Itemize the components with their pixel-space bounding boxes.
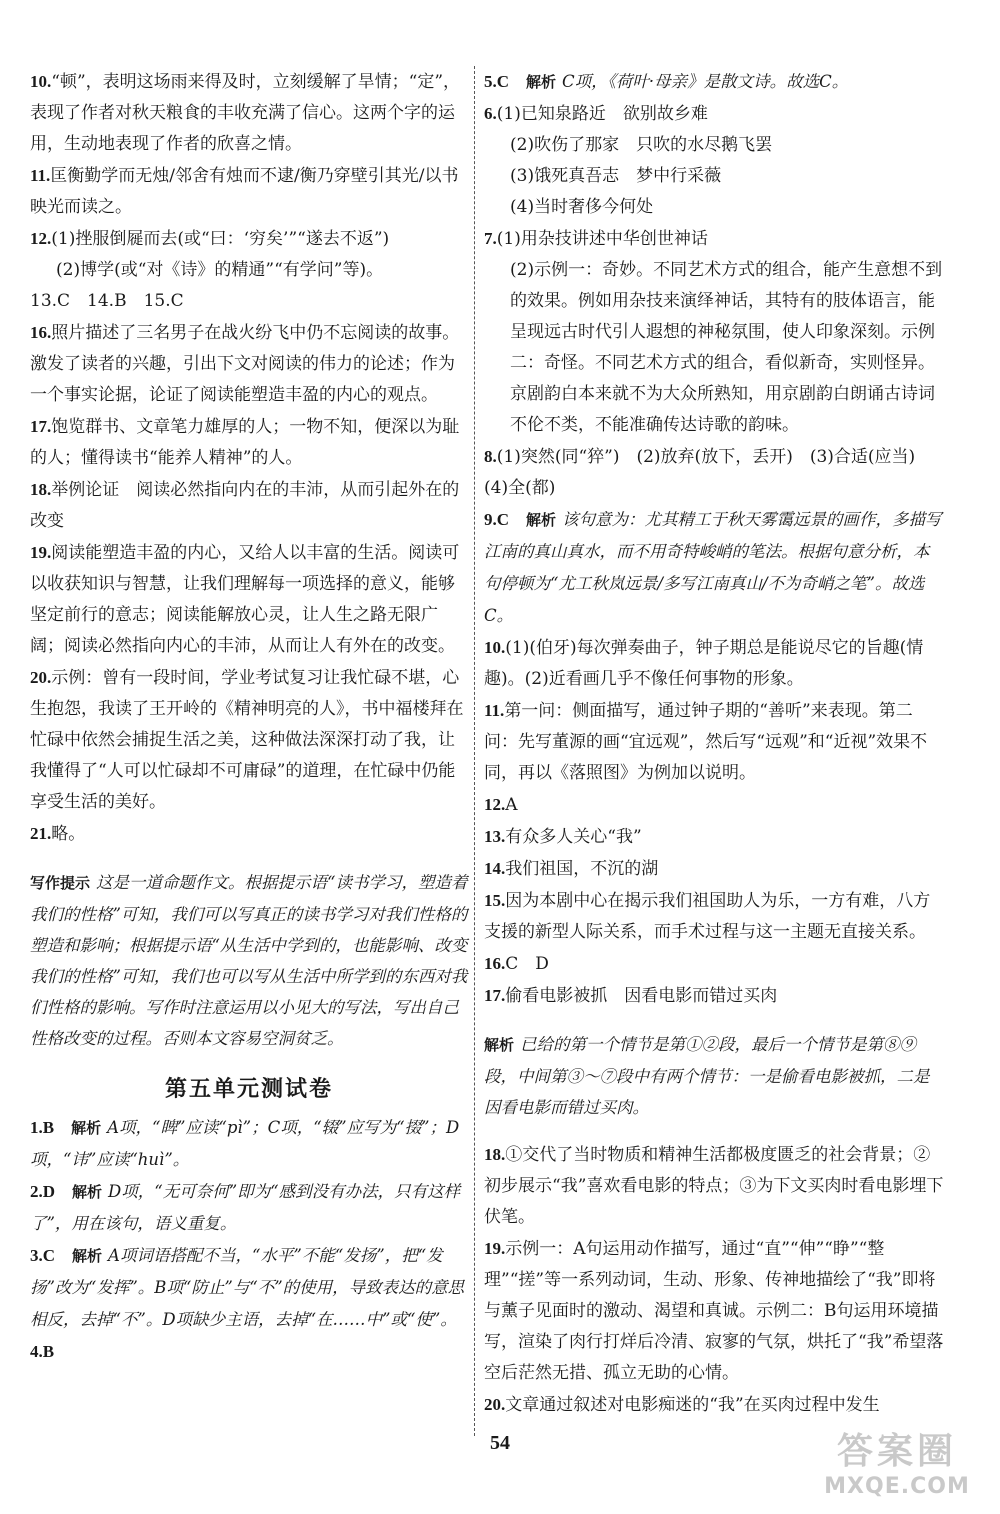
unit5-answer-17: 17.偷看电影被抓 因看电影而错过买肉 — [484, 986, 778, 1006]
unit5-answer-20: 20.文章通过叙述对电影痴迷的“我”在买肉过程中发生 — [484, 1395, 880, 1415]
answer-21: 21.略。 — [30, 824, 86, 844]
answer-18: 18.举例论证 阅读必然指向内在的丰沛，从而引起外在的改变 — [30, 480, 460, 531]
unit5-answer-11: 11.第一问：侧面描写，通过钟子期的“善听”来表现。第二问：先写董源的画“宜远观”，然后写“远观”和“近视”效果不同，再以《落照图》为例加以说明。 — [484, 701, 928, 783]
unit5-answer-6-line2: (2)吹伤了那家 只吹的水尽鹅飞罢 — [510, 135, 773, 155]
unit5-answer-2: 2.D 解析 D项，“无可奈何”即为“感到没有办法，只有这样了”，用在该句，语义重复。 — [30, 1182, 461, 1233]
right-column — [484, 66, 944, 1421]
unit5-answer-15: 15.因为本剧中心在揭示我们祖国助人为乐，一方有难，八方支援的新型人际关系，而手术过程与这一主题无直接关系。 — [484, 891, 931, 942]
answer-12-part1: 12.(1)挫服倒屣而去(或“曰：‘穷矣’”“遂去不返”) — [30, 229, 390, 249]
unit5-answer-7-part1: 7.(1)用杂技讲述中华创世神话 — [484, 229, 708, 249]
watermark-url: MXQE.COM — [824, 1474, 970, 1499]
unit5-answer-4: 4.B — [30, 1342, 55, 1361]
answer-11: 11.匡衡勤学而无烛/邻舍有烛而不逮/衡乃穿壁引其光/以书映光而读之。 — [30, 166, 459, 217]
writing-tip: 写作提示 这是一道命题作文。根据提示语“读书学习，塑造着我们的性格”可知，我们可以写真正的读书学习对我们性格的塑造和影响；根据提示语“从生活中学到的，也能影响、改变我们的性格”可知，我们也可以写从生活中所学到的东西对我们性格的影响。写作时注意运用以小见大的写法，写出自己性格改变的过程。否则本文容易空洞贫乏。 — [30, 872, 468, 1048]
answer-20: 20.示例：曾有一段时间，学业考试复习让我忙碌不堪，心生抱怨，我读了王开岭的《精神明亮的人》，书中福楼拜在忙碌中依然会捕捉生活之美，这种做法深深打动了我，让我懂得了“人可以忙碌却不可庸碌”的道理，在忙碌中仍能享受生活的美好。 — [30, 668, 464, 812]
unit5-answer-18: 18.①交代了当时物质和精神生活都极度匮乏的社会背景；②初步展示“我”喜欢看电影的特点；③为下文买肉时看电影埋下伏笔。 — [484, 1145, 944, 1227]
answer-16: 16.照片描述了三名男子在战火纷飞中仍不忘阅读的故事。激发了读者的兴趣，引出下文对阅读的伟力的论述；作为一个事实论据，论证了阅读能塑造丰盈的内心的观点。 — [30, 323, 460, 405]
answer-19: 19.阅读能塑造丰盈的内心，又给人以丰富的生活。阅读可以收获知识与智慧，让我们理解每一项选择的意义，能够坚定前行的意志；阅读能解放心灵，让人生之路无限广阔；阅读必然指向内心的丰沛，从而让人有外在的改变。 — [30, 543, 460, 656]
page-number: 54 — [490, 1432, 510, 1454]
unit5-answer-3: 3.C 解析 A项词语搭配不当，“水平”不能“发扬”，把“发扬”改为“发挥”。B项“防止”与“不”的使用，导致表达的意思相反，去掉“不”。D项缺少主语，去掉“在……中”或“使”。 — [30, 1246, 465, 1329]
unit5-answer-14: 14.我们祖国，不沉的湖 — [484, 859, 659, 879]
answers-13-15: 13.C 14.B 15.C — [30, 291, 184, 311]
unit5-answer-6-line1: 6.(1)已知泉路近 欲别故乡难 — [484, 104, 708, 124]
site-watermark — [812, 1430, 982, 1500]
unit5-answer-17-analysis: 解析 已给的第一个情节是第①②段，最后一个情节是第⑧⑨段，中间第③～⑦段中有两个情节：一是偷看电影被抓，二是因看电影而错过买肉。 — [484, 1034, 930, 1117]
unit5-answer-7-part2: (2)示例一：奇妙。不同艺术方式的组合，能产生意想不到的效果。例如用杂技来演绎神话，其特有的肢体语言，能呈现远古时代引人遐想的神秘氛围，使人印象深刻。示例二：奇怪。不同艺术方式的组合，看似新奇，实则怪异。京剧韵白本来就不为大众所熟知，用京剧韵白朗诵古诗词不伦不类，不能准确传达诗歌的韵味。 — [510, 260, 943, 435]
unit5-answer-10: 10.(1)(伯牙)每次弹奏曲子，钟子期总是能说尽它的旨趣(情趣)。(2)近看画几乎不像任何事物的形象。 — [484, 638, 924, 689]
watermark-logo-text: 答案圈 — [836, 1431, 957, 1472]
answer-12-part2: (2)博学(或“对《诗》的精通”“有学问”等)。 — [56, 260, 384, 280]
unit5-answer-1: 1.B 解析 A项，“睥”应读“pì”；C项，“辍”应写为“掇”；D项，“讳”应读“huì”。 — [30, 1118, 460, 1169]
unit5-answer-8: 8.(1)突然(同“猝”) (2)放弃(放下，丢开) (3)合适(应当) (4)全(都) — [484, 447, 933, 498]
answer-10: 10.“顿”，表明这场雨来得及时，立刻缓解了旱情；“定”，表现了作者对秋天粮食的丰收充满了信心。这两个字的运用，生动地表现了作者的欣喜之情。 — [30, 72, 461, 154]
unit5-answer-16: 16.C D — [484, 954, 549, 974]
column-divider — [474, 66, 475, 1436]
unit5-answer-12: 12.A — [484, 795, 518, 815]
unit5-answer-19: 19.示例一：A句运用动作描写，通过“直”“伸”“睁”“整理”“搓”等一系列动词，生动、形象、传神地描绘了“我”即将与薰子见面时的激动、渴望和真诚。示例二：B句运用环境描写，渲染了肉行打烊后冷清、寂寥的气氛，烘托了“我”希望落空后茫然无措、孤立无助的心情。 — [484, 1239, 944, 1383]
unit5-answer-9: 9.C 解析 该句意为：尤其精工于秋天雾霭远景的画作，多描写江南的真山真水，而不用奇特峻峭的笔法。根据句意分析，本句停顿为“尤工秋岚远景/多写江南真山/不为奇峭之笔”。故选C。 — [484, 510, 942, 625]
unit5-answer-6-line3: (3)饿死真吾志 梦中行采薇 — [510, 166, 722, 186]
unit5-answer-6-line4: (4)当时奢侈今何处 — [510, 197, 654, 217]
left-column — [30, 66, 468, 1368]
unit5-answer-5: 5.C 解析 C项，《荷叶·母亲》是散文诗。故选C。 — [484, 72, 849, 91]
answer-17: 17.饱览群书、文章笔力雄厚的人；一物不知，便深以为耻的人；懂得读书“能养人精神”的人。 — [30, 417, 460, 468]
unit5-answer-13: 13.有众多人关心“我” — [484, 827, 642, 847]
section-title: 第五单元测试卷 — [164, 1077, 333, 1102]
